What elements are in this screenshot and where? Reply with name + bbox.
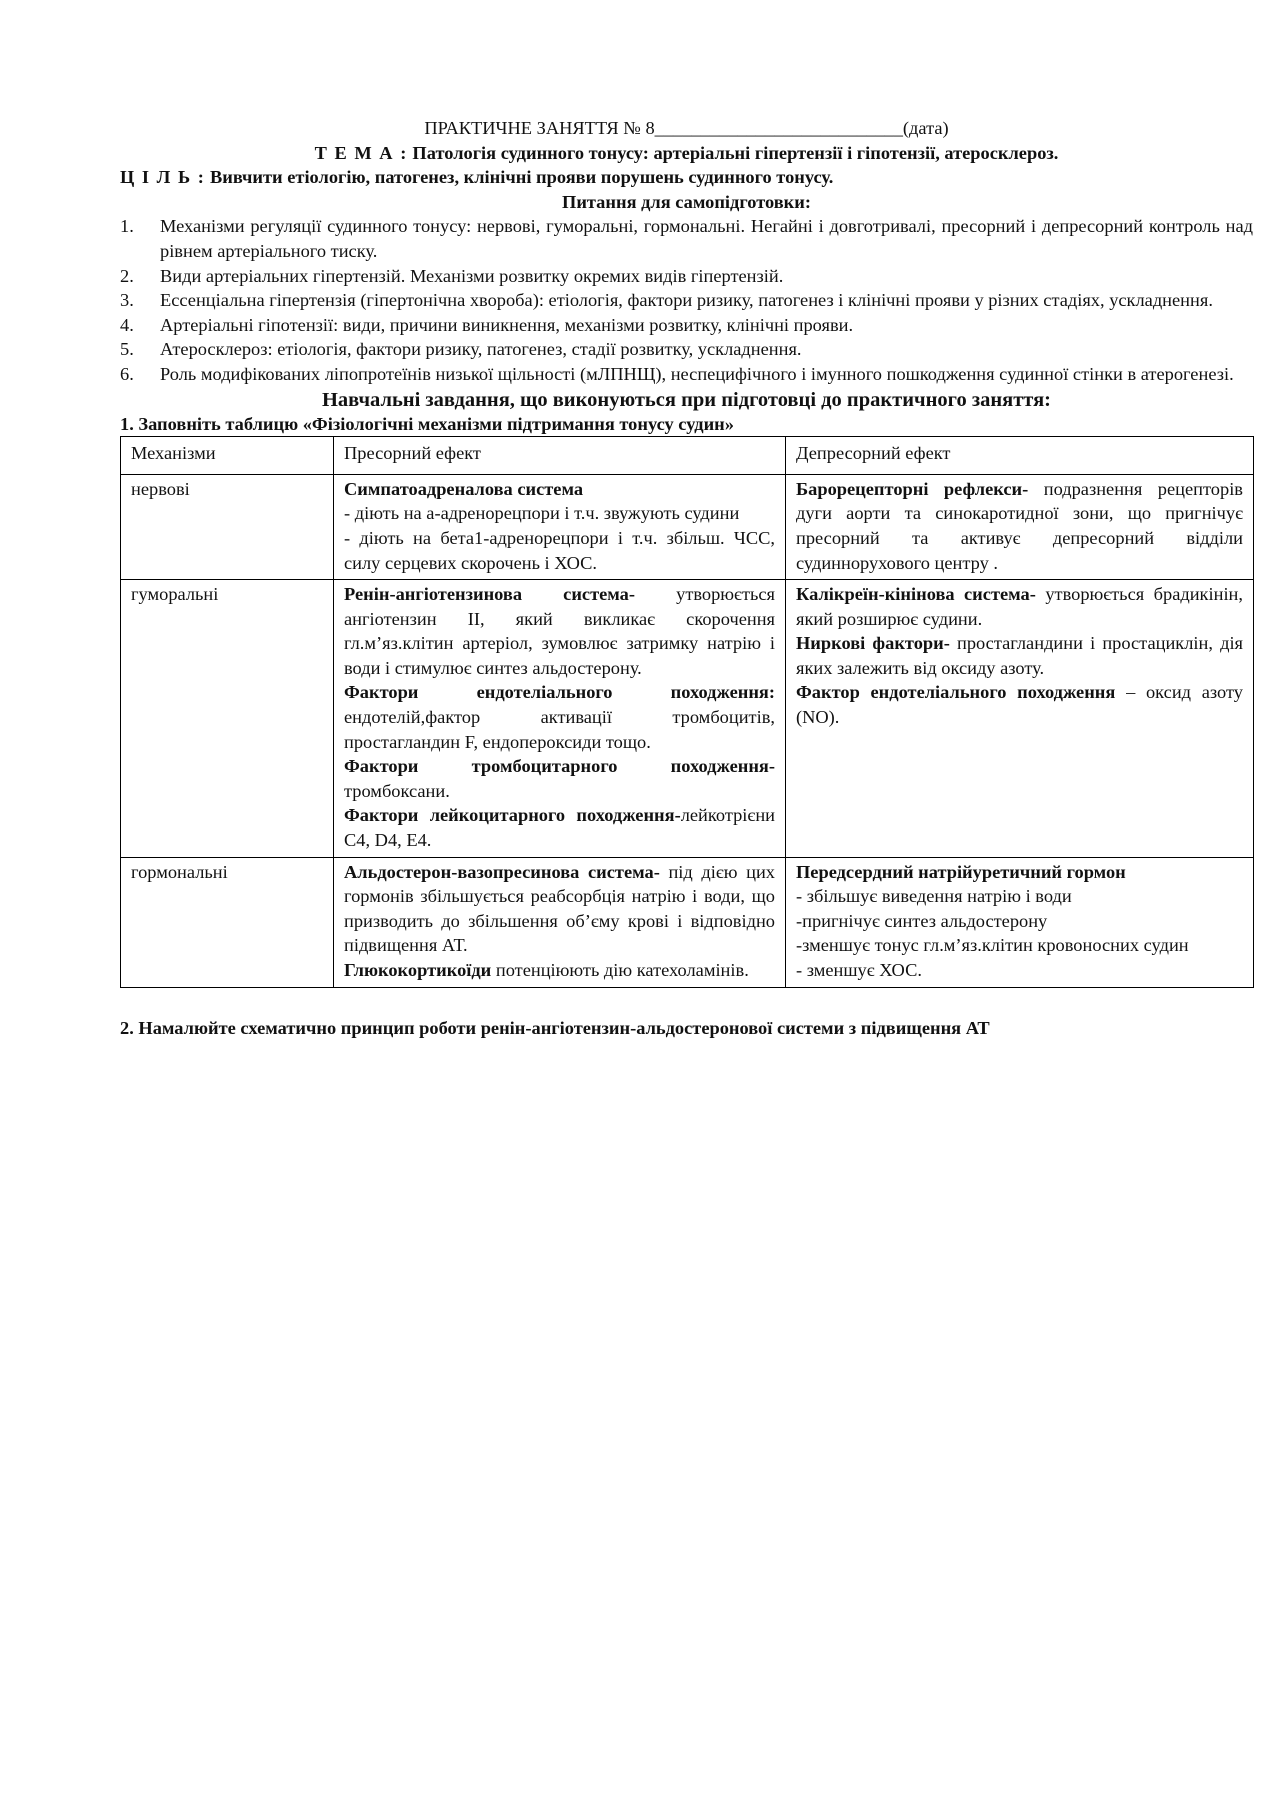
item-number: 1. (120, 216, 134, 237)
description: ендотелій,фактор активації тромбоцитів, простагландин F, ендопероксиди тощо. (344, 707, 775, 752)
term: Ниркові фактори- (796, 633, 950, 654)
task-2-title: 2. Намалюйте схематично принцип роботи ренін-ангіотензин-альдостеронової системи з підвищення АТ (120, 1017, 990, 1038)
description: лейкотрієни С4, D4, Е4. (344, 805, 775, 851)
description: -пригнічує синтез альдостерону (796, 910, 1048, 931)
cell-pressor (334, 857, 786, 987)
lesson-title (120, 116, 1253, 141)
cell-paragraph (796, 860, 1243, 885)
cell-paragraph (344, 860, 775, 958)
item-text: Механізми регуляції судинного тонусу: нервові, гуморальні, гормональні. Негайні і довготривалі, пресорний і депресорний контроль над рівнем артеріального тиску. (160, 216, 1253, 261)
term: Альдостерон-вазопресинова система- (344, 861, 660, 882)
item-number: 4. (120, 314, 134, 335)
questions-list (120, 214, 1253, 386)
item-text: Роль модифікованих ліпопротеїнів низької щільності (мЛПНЩ), неспецифічного і імунного пошкодження судинної стінки в атерогенезі. (160, 363, 1234, 384)
description: - збільшує виведення натрію і води (796, 886, 1072, 907)
table-row (121, 857, 1254, 987)
cell-paragraph (796, 909, 1243, 934)
table-row (121, 580, 1254, 858)
list-item (120, 337, 1253, 362)
list-item (120, 313, 1253, 338)
tasks-heading: Навчальні завдання, що виконуються при підготовці до практичного заняття: (321, 388, 1052, 411)
description: - діють на бета1-адренорецпори і т.ч. збільш. ЧСС, силу серцевих скорочень і ХОС. (344, 527, 775, 573)
description: утворюється ангіотензин II, який викликає скорочення гл.м’яз.клітин артеріол, зумовлює затримку натрію і води і стимулює синтез альдостерону. (344, 584, 775, 678)
description: - зменшує ХОС. (796, 960, 922, 980)
term: Симпатоадреналова система (344, 478, 584, 499)
goal-text: Вивчити етіологію, патогенез, клінічні прояви порушень судинного тонусу. (209, 167, 834, 188)
list-item (120, 288, 1253, 313)
goal-label: Ц І Л Ь : (120, 167, 206, 188)
item-number: 5. (120, 339, 134, 360)
cell-paragraph (344, 680, 775, 754)
cell-paragraph (344, 803, 775, 852)
description: тромбоксани. (344, 780, 450, 801)
item-text: Артеріальні гіпотензії: види, причини виникнення, механізми розвитку, клінічні прояви. (160, 314, 854, 335)
table-row (121, 474, 1254, 579)
term: Барорецепторні рефлекси- (796, 478, 1029, 499)
cell-mechanism: нервові (121, 474, 334, 579)
cell-paragraph (796, 680, 1243, 729)
item-text: Атеросклероз: етіологія, фактори ризику, патогенез, стадії розвитку, ускладнення. (160, 339, 802, 360)
column-header-pressor: Пресорний ефект (334, 437, 786, 475)
description: потенціюють дію катехоламінів. (491, 960, 749, 980)
cell-pressor (334, 474, 786, 579)
term: Калікреїн-кінінова система- (796, 584, 1036, 605)
cell-paragraph (344, 501, 775, 526)
item-number: 2. (120, 265, 134, 286)
term: Ренін-ангіотензинова система- (344, 584, 635, 605)
lesson-title-prefix: ПРАКТИЧНЕ ЗАНЯТТЯ № 8 (424, 118, 655, 138)
cell-depressor (786, 857, 1254, 987)
description: під дією цих гормонів збільшується реабсорбція натрію і води, що призводить до збільшення об’єму крові і відповідно підвищення АТ. (344, 861, 775, 956)
column-header-mechanisms: Механізми (121, 437, 334, 475)
goal-line (120, 165, 1253, 190)
description: – оксид азоту (NO). (796, 682, 1243, 728)
item-number: 3. (120, 290, 134, 311)
term: Фактори ендотеліального походження: (344, 682, 775, 703)
cell-paragraph (796, 884, 1243, 909)
description: - діють на а-адренорецпори і т.ч. звужують судини (344, 503, 740, 524)
date-label: (дата) (902, 118, 949, 138)
list-item (120, 214, 1253, 263)
cell-paragraph (796, 958, 1243, 983)
item-text: Ессенціальна гіпертензія (гіпертонічна хвороба): етіологія, фактори ризику, патогенез і клінічні прояви у різних стадіях, ускладнення. (160, 290, 1213, 311)
description: простагландини і простациклін, дія яких залежить від оксиду азоту. (796, 633, 1244, 678)
cell-depressor (786, 474, 1254, 579)
column-header-depressor: Депресорний ефект (786, 437, 1254, 475)
cell-mechanism: гормональні (121, 857, 334, 987)
cell-paragraph (344, 526, 775, 575)
cell-paragraph (796, 933, 1243, 958)
description: утворюється брадикінін, який розширює судини. (796, 584, 1243, 629)
document-page (120, 116, 1253, 1040)
description: подразнення рецепторів дуги аорти та синокаротидної зони, що пригнічує пресорний та активує депресорний відділи судиннорухового центру . (796, 478, 1243, 573)
term: Фактори лейкоцитарного походження- (344, 805, 681, 826)
cell-paragraph (344, 958, 775, 983)
topic-line (120, 141, 1253, 166)
mechanisms-table (120, 436, 1254, 987)
cell-paragraph (796, 582, 1243, 631)
description: -зменшує тонус гл.м’яз.клітин кровоносних судин (796, 935, 1189, 956)
topic-label: Т Е М А : (314, 142, 408, 163)
cell-paragraph (796, 477, 1243, 575)
item-number: 6. (120, 363, 134, 384)
questions-heading: Питання для самопідготовки: (562, 191, 811, 212)
cell-pressor (334, 580, 786, 858)
cell-paragraph (344, 582, 775, 680)
term: Глюкокортикоїди (344, 960, 492, 980)
cell-paragraph (344, 477, 775, 502)
cell-mechanism: гуморальні (121, 580, 334, 858)
topic-text: Патологія судинного тонусу: артеріальні гіпертензії і гіпотензії, атеросклероз. (412, 142, 1059, 163)
cell-depressor (786, 580, 1254, 858)
cell-paragraph (344, 754, 775, 803)
date-blank: ___________________________ (654, 118, 903, 138)
list-item (120, 264, 1253, 289)
cell-paragraph (796, 631, 1243, 680)
term: Фактор ендотеліального походження (796, 682, 1116, 703)
table-header-row (121, 437, 1254, 475)
term: Передсердний натрійуретичний гормон (796, 861, 1126, 882)
item-text: Види артеріальних гіпертензій. Механізми розвитку окремих видів гіпертензій. (160, 265, 784, 286)
term: Фактори тромбоцитарного походження- (344, 756, 775, 777)
list-item (120, 362, 1253, 387)
task-1-title: 1. Заповніть таблицю «Фізіологічні механізми підтримання тонусу судин» (120, 413, 734, 434)
